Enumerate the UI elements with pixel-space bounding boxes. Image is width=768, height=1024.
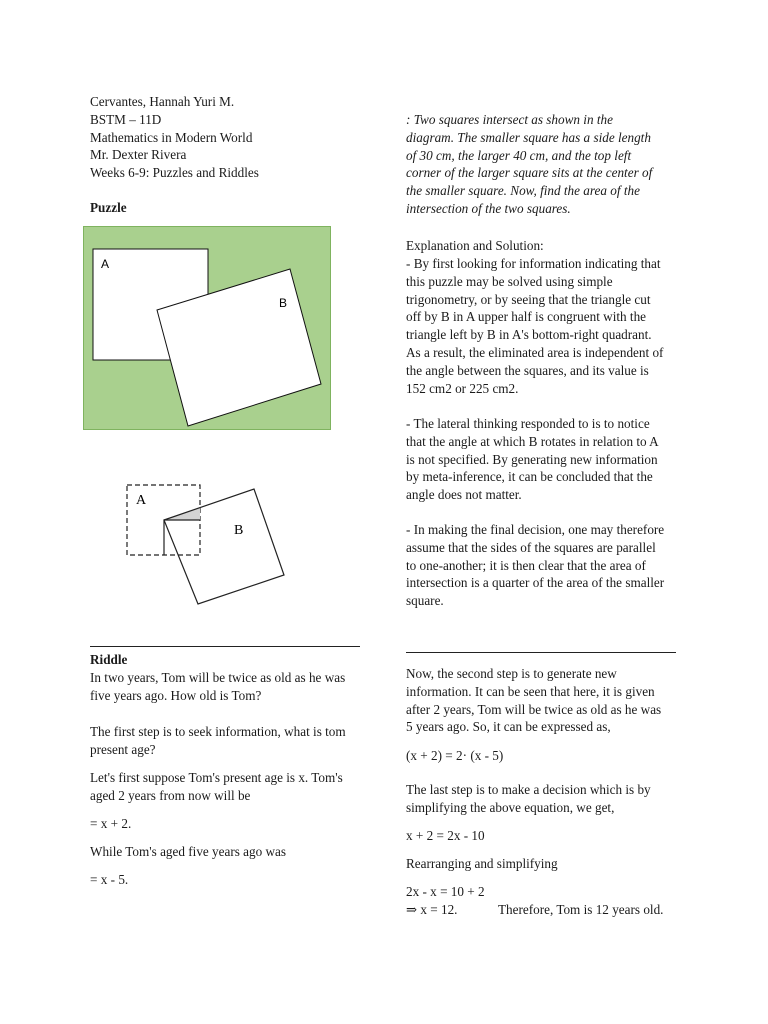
section-divider-right xyxy=(406,652,676,653)
puzzle-figure-squares xyxy=(83,226,331,430)
problem-line: of 30 cm, the larger 40 cm, and the top left xyxy=(406,147,632,163)
puzzle-figure-intersection xyxy=(120,480,290,610)
header-block xyxy=(90,93,370,182)
explanation-line: 152 cm2 or 225 cm2. xyxy=(406,380,519,396)
explanation-line: the angle between the squares, and its value is xyxy=(406,362,649,378)
puzzle-problem xyxy=(406,111,682,218)
riddle-conclusion: Therefore, Tom is 12 years old. xyxy=(498,902,664,917)
teacher-name: Mr. Dexter Rivera xyxy=(90,147,187,163)
student-section: BSTM – 11D xyxy=(90,111,162,127)
equation-past-age: = x - 5. xyxy=(90,872,129,887)
explanation-paragraph-3 xyxy=(406,521,682,610)
equation-setup: (x + 2) = 2· (x - 5) xyxy=(406,748,504,763)
riddle-heading: Riddle xyxy=(90,652,128,667)
step-line: The first step is to seek information, what is tom xyxy=(90,724,346,739)
square-b-rotated xyxy=(164,489,284,604)
riddle-suppose xyxy=(90,769,370,805)
equation-rearranged: 2x - x = 10 + 2 xyxy=(406,884,485,899)
explanation-line: to one-another; it is then clear that the area of xyxy=(406,557,646,573)
question-line: five years ago. How old is Tom? xyxy=(90,687,262,703)
rearrange-text: Rearranging and simplifying xyxy=(406,856,558,871)
explanation-line: - In making the final decision, one may therefore xyxy=(406,522,665,537)
riddle-step-3 xyxy=(406,781,682,817)
explanation-line: by meta-inference, it can be concluded that the xyxy=(406,469,653,485)
equation-future-age: = x + 2. xyxy=(90,816,132,831)
explanation-line: trigonometry, or by seeing that the triangle cut xyxy=(406,291,651,307)
step-line: after 2 years, Tom will be twice as old as he was xyxy=(406,701,662,717)
step-line: aged 2 years from now will be xyxy=(90,787,251,803)
puzzle-heading: Puzzle xyxy=(90,200,127,215)
explanation-line: intersection is a quarter of the area of the smaller xyxy=(406,575,665,591)
step-line: simplifying the above equation, we get, xyxy=(406,799,615,815)
explanation-heading: Explanation and Solution: xyxy=(406,238,544,253)
topic-title: Weeks 6-9: Puzzles and Riddles xyxy=(90,165,259,181)
problem-line: intersection of the two squares. xyxy=(406,200,571,216)
question-line: In two years, Tom will be twice as old as he was xyxy=(90,670,346,685)
explanation-line: is not specified. By generating new information xyxy=(406,451,658,467)
explanation-line: - The lateral thinking responded to is to notice xyxy=(406,416,650,431)
section-divider-left xyxy=(90,646,360,647)
explanation-paragraph-2 xyxy=(406,415,682,504)
explanation-paragraph-1 xyxy=(406,255,682,397)
explanation-line: off by B in A upper half is congruent with the xyxy=(406,309,647,325)
label-b: B xyxy=(279,296,288,310)
label-a: A xyxy=(136,493,147,508)
explanation-line: that the angle at which B rotates in relation to A xyxy=(406,433,659,449)
problem-line: corner of the larger square sits at the center of xyxy=(406,165,653,181)
explanation-line: square. xyxy=(406,593,444,609)
equation-expanded: x + 2 = 2x - 10 xyxy=(406,828,485,843)
step-line: Let's first suppose Tom's present age is x. Tom's xyxy=(90,770,343,785)
riddle-question xyxy=(90,669,370,705)
explanation-line: this puzzle may be solved using simple xyxy=(406,273,613,289)
problem-line: the smaller square. Now, find the area of the xyxy=(406,183,640,199)
student-name: Cervantes, Hannah Yuri M. xyxy=(90,94,235,109)
riddle-step-2 xyxy=(406,665,682,736)
label-a: A xyxy=(101,257,110,271)
step-line: 5 years ago. So, it can be expressed as, xyxy=(406,719,611,735)
problem-line: diagram. The smaller square has a side length xyxy=(406,129,651,145)
label-b: B xyxy=(234,523,244,538)
step-line: information. It can be seen that here, it is given xyxy=(406,683,655,699)
step-line: Now, the second step is to generate new xyxy=(406,666,617,681)
explanation-line: angle does not matter. xyxy=(406,487,522,503)
step-line: present age? xyxy=(90,741,156,757)
riddle-while-text: While Tom's aged five years ago was xyxy=(90,844,287,859)
explanation-line: assume that the sides of the squares are parallel xyxy=(406,539,656,555)
course-name: Mathematics in Modern World xyxy=(90,129,253,145)
step-line: The last step is to make a decision which is by xyxy=(406,782,651,797)
equation-solution: ⇒ x = 12. xyxy=(406,902,458,917)
problem-line: : Two squares intersect as shown in the xyxy=(406,112,613,127)
explanation-line: As a result, the eliminated area is independent of xyxy=(406,344,664,360)
riddle-step-1 xyxy=(90,723,370,759)
explanation-line: - By first looking for information indicating that xyxy=(406,256,661,271)
explanation-line: triangle left by B in A's bottom-right quadrant. xyxy=(406,327,652,343)
